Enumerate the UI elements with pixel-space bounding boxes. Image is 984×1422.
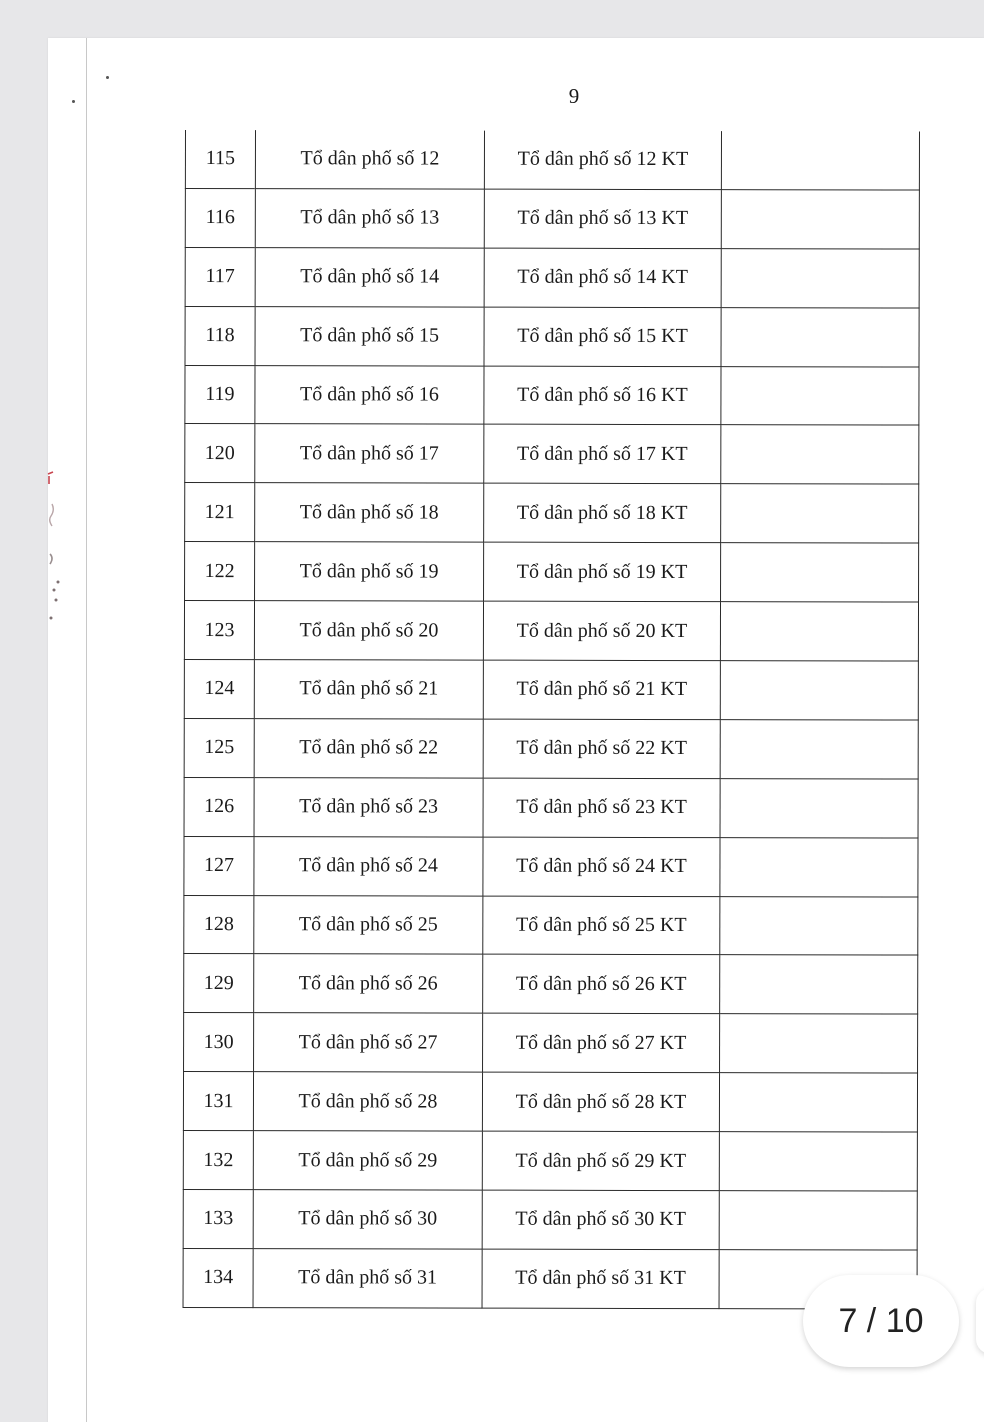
old-name-cell: Tổ dân phố số 22 xyxy=(254,719,483,778)
old-name-cell: Tổ dân phố số 15 xyxy=(255,306,484,365)
row-number-cell: 116 xyxy=(185,188,255,247)
side-scroll-handle[interactable] xyxy=(976,1288,984,1354)
table-row xyxy=(185,188,919,248)
new-name-cell: Tổ dân phố số 24 KT xyxy=(483,837,720,896)
note-cell xyxy=(721,425,919,484)
note-cell xyxy=(719,1073,917,1132)
row-number-cell: 121 xyxy=(185,483,255,542)
row-number-cell: 115 xyxy=(185,130,255,189)
old-name-cell: Tổ dân phố số 28 xyxy=(253,1072,482,1131)
note-cell xyxy=(721,366,919,425)
row-number-cell: 131 xyxy=(183,1072,253,1131)
new-name-cell: Tổ dân phố số 20 KT xyxy=(483,601,720,660)
note-cell xyxy=(721,248,919,307)
note-cell xyxy=(721,543,919,602)
row-number-cell: 118 xyxy=(185,306,255,365)
unit-name-table xyxy=(183,130,920,1309)
table-body xyxy=(183,130,919,1309)
old-name-cell: Tổ dân phố số 25 xyxy=(254,895,483,954)
old-name-cell: Tổ dân phố số 31 xyxy=(253,1249,482,1308)
old-name-cell: Tổ dân phố số 23 xyxy=(254,777,483,836)
scan-speck xyxy=(72,100,75,103)
row-number-cell: 126 xyxy=(184,777,254,836)
row-number-cell: 130 xyxy=(184,1013,254,1072)
row-number-cell: 127 xyxy=(184,836,254,895)
new-name-cell: Tổ dân phố số 27 KT xyxy=(483,1013,720,1072)
row-number-cell: 122 xyxy=(185,542,255,601)
old-name-cell: Tổ dân phố số 24 xyxy=(254,836,483,895)
table-row xyxy=(184,836,918,896)
page-number: 9 xyxy=(568,84,580,108)
table-row xyxy=(185,247,919,307)
new-name-cell: Tổ dân phố số 17 KT xyxy=(484,425,721,484)
page-counter-label: 7 / 10 xyxy=(838,1301,924,1340)
new-name-cell: Tổ dân phố số 21 KT xyxy=(483,660,720,719)
old-name-cell: Tổ dân phố số 27 xyxy=(254,1013,483,1072)
red-stamp-fragment xyxy=(44,470,64,630)
table-row xyxy=(185,542,919,602)
table-row xyxy=(184,895,918,955)
note-cell xyxy=(720,896,918,955)
old-name-cell: Tổ dân phố số 30 xyxy=(253,1190,482,1249)
row-number-cell: 128 xyxy=(184,895,254,954)
row-number-cell: 123 xyxy=(184,601,254,660)
new-name-cell: Tổ dân phố số 22 KT xyxy=(483,719,720,778)
note-cell xyxy=(721,307,919,366)
note-cell xyxy=(720,720,918,779)
table-row xyxy=(185,424,919,484)
new-name-cell: Tổ dân phố số 16 KT xyxy=(484,366,721,425)
table-row xyxy=(185,365,919,425)
note-cell xyxy=(720,661,918,720)
new-name-cell: Tổ dân phố số 12 KT xyxy=(484,131,721,190)
old-name-cell: Tổ dân phố số 29 xyxy=(253,1131,482,1190)
table-row xyxy=(184,954,918,1014)
row-number-cell: 132 xyxy=(183,1131,253,1190)
row-number-cell: 124 xyxy=(184,660,254,719)
new-name-cell: Tổ dân phố số 25 KT xyxy=(483,896,720,955)
note-cell xyxy=(720,778,918,837)
new-name-cell: Tổ dân phố số 15 KT xyxy=(484,307,721,366)
note-cell xyxy=(720,837,918,896)
page-counter[interactable] xyxy=(803,1275,959,1367)
row-number-cell: 119 xyxy=(185,365,255,424)
row-number-cell: 125 xyxy=(184,718,254,777)
new-name-cell: Tổ dân phố số 18 KT xyxy=(484,483,721,542)
table-row xyxy=(183,1131,917,1191)
old-name-cell: Tổ dân phố số 19 xyxy=(255,542,484,601)
table-row xyxy=(183,1190,917,1250)
table-row xyxy=(184,777,918,837)
new-name-cell: Tổ dân phố số 19 KT xyxy=(484,542,721,601)
table-row xyxy=(185,306,919,366)
old-name-cell: Tổ dân phố số 26 xyxy=(254,954,483,1013)
old-name-cell: Tổ dân phố số 16 xyxy=(255,365,484,424)
new-name-cell: Tổ dân phố số 23 KT xyxy=(483,778,720,837)
new-name-cell: Tổ dân phố số 29 KT xyxy=(482,1131,719,1190)
new-name-cell: Tổ dân phố số 30 KT xyxy=(482,1190,719,1249)
old-name-cell: Tổ dân phố số 12 xyxy=(255,130,484,189)
scan-speck xyxy=(106,76,109,79)
row-number-cell: 117 xyxy=(185,247,255,306)
note-cell xyxy=(721,131,919,190)
old-name-cell: Tổ dân phố số 20 xyxy=(254,601,483,660)
new-name-cell: Tổ dân phố số 26 KT xyxy=(483,955,720,1014)
new-name-cell: Tổ dân phố số 13 KT xyxy=(484,189,721,248)
row-number-cell: 120 xyxy=(185,424,255,483)
new-name-cell: Tổ dân phố số 31 KT xyxy=(482,1249,719,1308)
note-cell xyxy=(720,955,918,1014)
note-cell xyxy=(721,190,919,249)
old-name-cell: Tổ dân phố số 14 xyxy=(255,247,484,306)
note-cell xyxy=(719,1132,917,1191)
new-name-cell: Tổ dân phố số 28 KT xyxy=(482,1072,719,1131)
table-row xyxy=(184,601,918,661)
old-name-cell: Tổ dân phố số 13 xyxy=(255,189,484,248)
note-cell xyxy=(720,602,918,661)
note-cell xyxy=(719,1191,917,1250)
table-row xyxy=(184,660,918,720)
table-row xyxy=(185,130,919,190)
old-name-cell: Tổ dân phố số 17 xyxy=(255,424,484,483)
old-name-cell: Tổ dân phố số 18 xyxy=(255,483,484,542)
row-number-cell: 134 xyxy=(183,1248,253,1307)
row-number-cell: 129 xyxy=(184,954,254,1013)
table-row xyxy=(184,1013,918,1073)
document-page xyxy=(48,38,984,1422)
old-name-cell: Tổ dân phố số 21 xyxy=(254,660,483,719)
note-cell xyxy=(720,1014,918,1073)
table-row xyxy=(184,718,918,778)
table-row xyxy=(183,1072,917,1132)
table-row xyxy=(185,483,919,543)
row-number-cell: 133 xyxy=(183,1190,253,1249)
page-margin-line xyxy=(86,38,87,1422)
note-cell xyxy=(721,484,919,543)
new-name-cell: Tổ dân phố số 14 KT xyxy=(484,248,721,307)
